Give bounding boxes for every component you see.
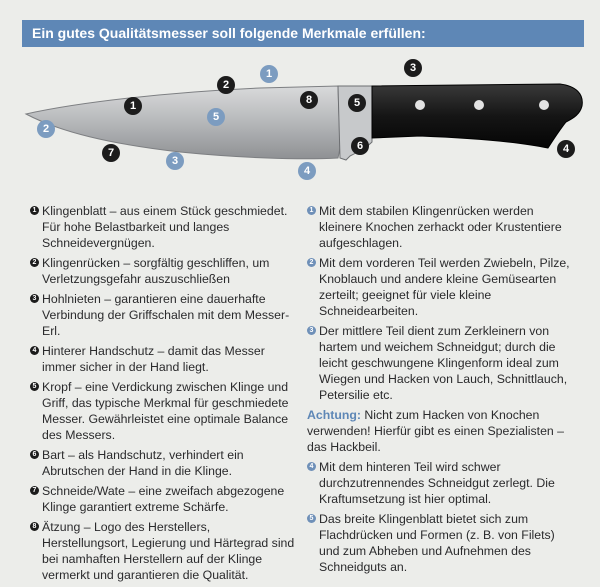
- marker-feature-8: 8: [300, 91, 318, 109]
- use-item: [307, 255, 575, 319]
- feature-item: [30, 379, 298, 443]
- number-badge: 6: [30, 450, 39, 459]
- marker-use-4: 4: [298, 162, 316, 180]
- rivet-3: [539, 100, 549, 110]
- number-badge: 8: [30, 522, 39, 531]
- number-badge: 4: [307, 462, 316, 471]
- use-text: Mit dem hinteren Teil wird schwer durchzutrennendes Schneidgut zerlegt. Die Kraftumsetzung ist hier optimal.: [319, 460, 555, 506]
- warning-label: Achtung:: [307, 408, 361, 422]
- use-item: [307, 203, 575, 251]
- number-badge: 3: [30, 294, 39, 303]
- marker-feature-7: 7: [102, 144, 120, 162]
- feature-item: [30, 483, 298, 515]
- number-badge: 5: [307, 514, 316, 523]
- feature-text: Klingenblatt – aus einem Stück geschmiedet. Für hohe Belastbarkeit und langes Schneidevergnügen.: [42, 204, 288, 250]
- warning-text: Nicht zum Hacken von Knochen verwenden! Hierfür gibt es einen Spezialisten – das Hackbeil.: [307, 408, 565, 454]
- use-item: [307, 459, 575, 507]
- number-badge: 3: [307, 326, 316, 335]
- feature-item: [30, 519, 298, 583]
- uses-list: [307, 203, 575, 579]
- feature-item: [30, 447, 298, 479]
- use-item: [307, 323, 575, 403]
- marker-use-3: 3: [166, 152, 184, 170]
- feature-text: Hinterer Handschutz – damit das Messer immer sicher in der Hand liegt.: [42, 344, 265, 374]
- use-item: [307, 511, 575, 575]
- features-list: [30, 203, 298, 587]
- feature-text: Klingenrücken – sorgfältig geschliffen, um Verletzungsgefahr auszuschließen: [42, 256, 270, 286]
- feature-text: Hohlnieten – garantieren eine dauerhafte Verbindung der Griffschalen mit dem Messer-Erl.: [42, 292, 290, 338]
- marker-feature-3: 3: [404, 59, 422, 77]
- marker-feature-2: 2: [217, 76, 235, 94]
- knife-diagram: [0, 52, 600, 192]
- number-badge: 4: [30, 346, 39, 355]
- feature-text: Kropf – eine Verdickung zwischen Klinge und Griff, das typische Merkmal für geschmiedete Messer. Gewährleistet eine optimale Balance des Messers.: [42, 380, 289, 442]
- marker-use-5: 5: [207, 108, 225, 126]
- feature-item: [30, 343, 298, 375]
- page-title: Ein gutes Qualitätsmesser soll folgende Merkmale erfüllen:: [22, 20, 584, 47]
- feature-item: [30, 255, 298, 287]
- number-badge: 2: [30, 258, 39, 267]
- feature-text: Ätzung – Logo des Herstellers, Herstellungsort, Legierung und Härtegrad sind bei namhaften Herstellern auf der Klinge vermerkt und garantieren die Qualität.: [42, 520, 295, 582]
- use-text: Mit dem vorderen Teil werden Zwiebeln, Pilze, Knoblauch und andere kleine Gemüsearten zerteilt; geeignet für viele kleine Schneidearbeiten.: [319, 256, 570, 318]
- marker-use-1: 1: [260, 65, 278, 83]
- rivet-2: [474, 100, 484, 110]
- number-badge: 7: [30, 486, 39, 495]
- number-badge: 1: [30, 206, 39, 215]
- blade-shape: [26, 86, 340, 159]
- number-badge: 2: [307, 258, 316, 267]
- feature-text: Bart – als Handschutz, verhindert ein Abrutschen der Hand in die Klinge.: [42, 448, 244, 478]
- marker-use-2: 2: [37, 120, 55, 138]
- number-badge: 5: [30, 382, 39, 391]
- feature-item: [30, 203, 298, 251]
- feature-text: Schneide/Wate – eine zweifach abgezogene Klinge garantiert extreme Schärfe.: [42, 484, 285, 514]
- marker-feature-5: 5: [348, 94, 366, 112]
- use-text: Mit dem stabilen Klingenrücken werden kleinere Knochen zerhackt oder Krustentiere aufgeschlagen.: [319, 204, 562, 250]
- rivet-1: [415, 100, 425, 110]
- marker-feature-4: 4: [557, 140, 575, 158]
- marker-feature-6: 6: [351, 137, 369, 155]
- marker-feature-1: 1: [124, 97, 142, 115]
- use-text: Der mittlere Teil dient zum Zerkleinern von hartem und weichem Schneidgut; durch die leicht geschwungene Klingenform ideal zum Wiegen und Hacken von Lauch, Schnittlauch, Petersilie etc.: [319, 324, 568, 402]
- number-badge: 1: [307, 206, 316, 215]
- handle-shape: [372, 84, 582, 148]
- feature-item: [30, 291, 298, 339]
- use-text: Das breite Klingenblatt bietet sich zum Flachdrücken und Formen (z. B. von Filets) und zum Abheben und Aufnehmen des Schneidguts an.: [319, 512, 555, 574]
- warning-note: [307, 407, 575, 455]
